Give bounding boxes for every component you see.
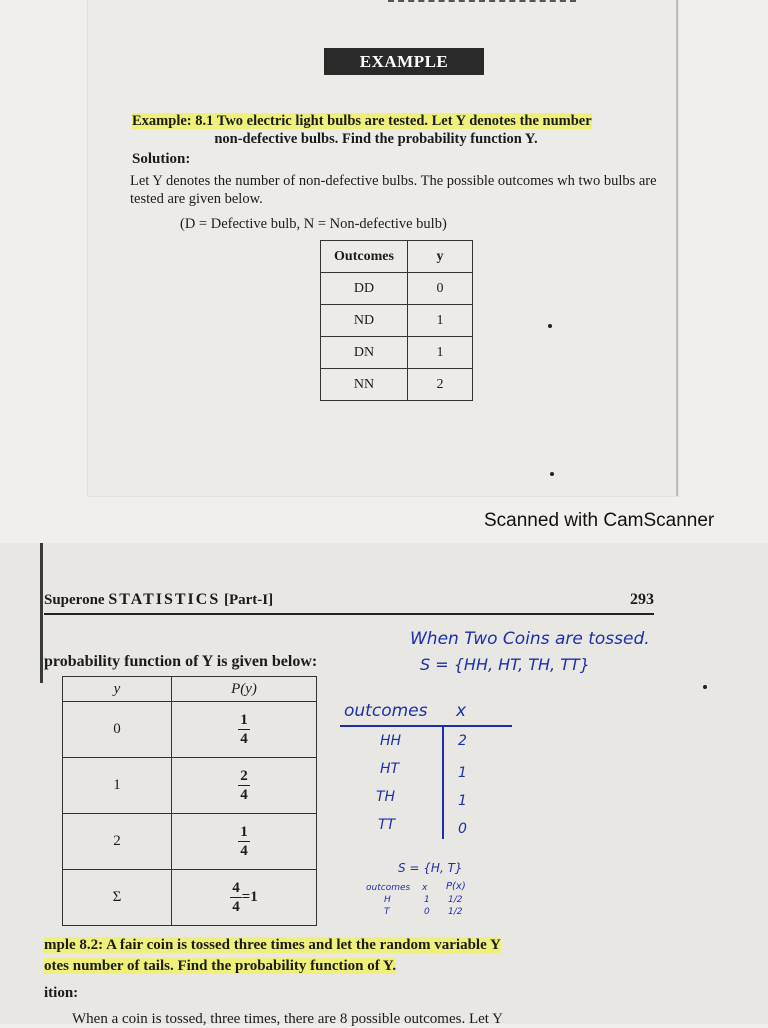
handwritten-outcome: HH <box>380 733 402 749</box>
example2-line2: otes number of tails. Find the probability function of Y. <box>44 958 397 974</box>
outcome-cell: NN <box>321 369 408 401</box>
y-cell: 1 <box>408 305 473 337</box>
example-title-line2: non-defective bulbs. Find the probability function Y. <box>214 131 538 147</box>
handwritten-x: 1 <box>458 793 467 809</box>
header-outcomes: Outcomes <box>321 241 408 273</box>
page-number: 293 <box>630 591 654 608</box>
table-row <box>63 702 317 758</box>
handwritten-sample-space: S = {HH, HT, TH, TT} <box>420 655 590 674</box>
speck <box>703 685 707 689</box>
table-header-row <box>321 241 473 273</box>
y-cell: 2 <box>63 814 172 870</box>
handwritten-rule <box>340 725 512 727</box>
outcomes-table <box>320 240 473 401</box>
handwritten-rule <box>442 727 444 839</box>
table-row <box>321 369 473 401</box>
handwritten-outcome: HT <box>380 761 400 777</box>
py-cell <box>172 814 317 870</box>
bottom-scanned-page <box>0 543 768 1027</box>
fraction: $\frac{1}{4}$ <box>240 712 248 747</box>
solution2-body: When a coin is tossed, three times, there are 8 possible outcomes. Let Y <box>72 1011 503 1027</box>
handwritten-outcomes-label: outcomes <box>344 701 428 721</box>
probability-table <box>62 676 317 926</box>
handwritten-small-x: 1 <box>424 895 430 905</box>
handwritten-coin-space: S = {H, T} <box>398 861 463 875</box>
outcome-cell: ND <box>321 305 408 337</box>
outcome-cell: DD <box>321 273 408 305</box>
bulb-legend: (D = Defective bulb, N = Non-defective bulb) <box>180 216 447 232</box>
example-title-line1: Example: 8.1 Two electric light bulbs are tested. Let Y denotes the number <box>132 113 592 129</box>
speck <box>548 324 552 328</box>
table-header-row <box>63 677 317 702</box>
fraction: $\frac{4}{4}$ <box>232 880 240 915</box>
handwritten-outcome: TT <box>378 817 396 833</box>
top-scanned-page <box>88 0 678 496</box>
handwritten-small-outcome: H <box>384 895 391 905</box>
pf-heading: probability function of Y is given below: <box>44 653 318 670</box>
solution2-label: ition: <box>44 985 79 1001</box>
sum-equals: =1 <box>241 889 258 905</box>
example-8-2 <box>44 935 654 977</box>
y-cell: 0 <box>63 702 172 758</box>
py-cell <box>172 758 317 814</box>
header-prefix: Superone <box>44 592 109 608</box>
header-suffix: [Part-I] <box>220 592 274 608</box>
outcome-cell: DN <box>321 337 408 369</box>
page-edge <box>676 0 678 496</box>
example-banner: EXAMPLE <box>324 48 484 75</box>
book-title <box>44 591 273 609</box>
speck <box>550 472 554 476</box>
y-cell: Σ <box>63 870 172 926</box>
solution-label: Solution: <box>132 151 191 167</box>
header-y: y <box>63 677 172 702</box>
table-row <box>63 870 317 926</box>
header-big: STATISTICS <box>108 591 221 608</box>
top-dashed-rule <box>388 0 576 7</box>
handwritten-small-p: 1/2 <box>448 907 463 917</box>
y-cell: 1 <box>63 758 172 814</box>
running-header <box>44 591 654 615</box>
handwritten-small-p: 1/2 <box>448 895 463 905</box>
handwritten-x: 1 <box>458 765 467 781</box>
handwritten-small-p: P(x) <box>446 881 466 892</box>
example2-line1: mple 8.2: A fair coin is tossed three times and let the random variable Y <box>44 937 501 953</box>
example-8-1-title <box>132 112 680 148</box>
solution-text: Let Y denotes the number of non-defective bulbs. The possible outcomes wh two bulbs are tested are given below. <box>130 173 657 207</box>
handwritten-small-x: x <box>422 883 428 893</box>
table-row <box>63 758 317 814</box>
table-row <box>321 273 473 305</box>
handwritten-small-outcome: T <box>384 907 390 917</box>
fraction: $\frac{2}{4}$ <box>240 768 248 803</box>
fraction: $\frac{1}{4}$ <box>240 824 248 859</box>
header-y: y <box>408 241 473 273</box>
py-cell <box>172 702 317 758</box>
handwritten-small-x: 0 <box>424 907 430 917</box>
py-cell <box>172 870 317 926</box>
y-cell: 1 <box>408 337 473 369</box>
table-row <box>63 814 317 870</box>
handwritten-line1: When Two Coins are tossed. <box>410 629 650 649</box>
camscanner-watermark: Scanned with CamScanner <box>484 510 715 531</box>
handwritten-x-label: x <box>456 701 467 721</box>
handwritten-x: 0 <box>458 821 467 837</box>
y-cell: 2 <box>408 369 473 401</box>
table-row <box>321 337 473 369</box>
handwritten-x: 2 <box>458 733 467 749</box>
handwritten-outcome: TH <box>376 789 396 805</box>
handwritten-small-outcomes: outcomes <box>366 883 411 893</box>
y-cell: 0 <box>408 273 473 305</box>
page-edge <box>40 543 43 683</box>
header-py: P(y) <box>172 677 317 702</box>
table-row <box>321 305 473 337</box>
